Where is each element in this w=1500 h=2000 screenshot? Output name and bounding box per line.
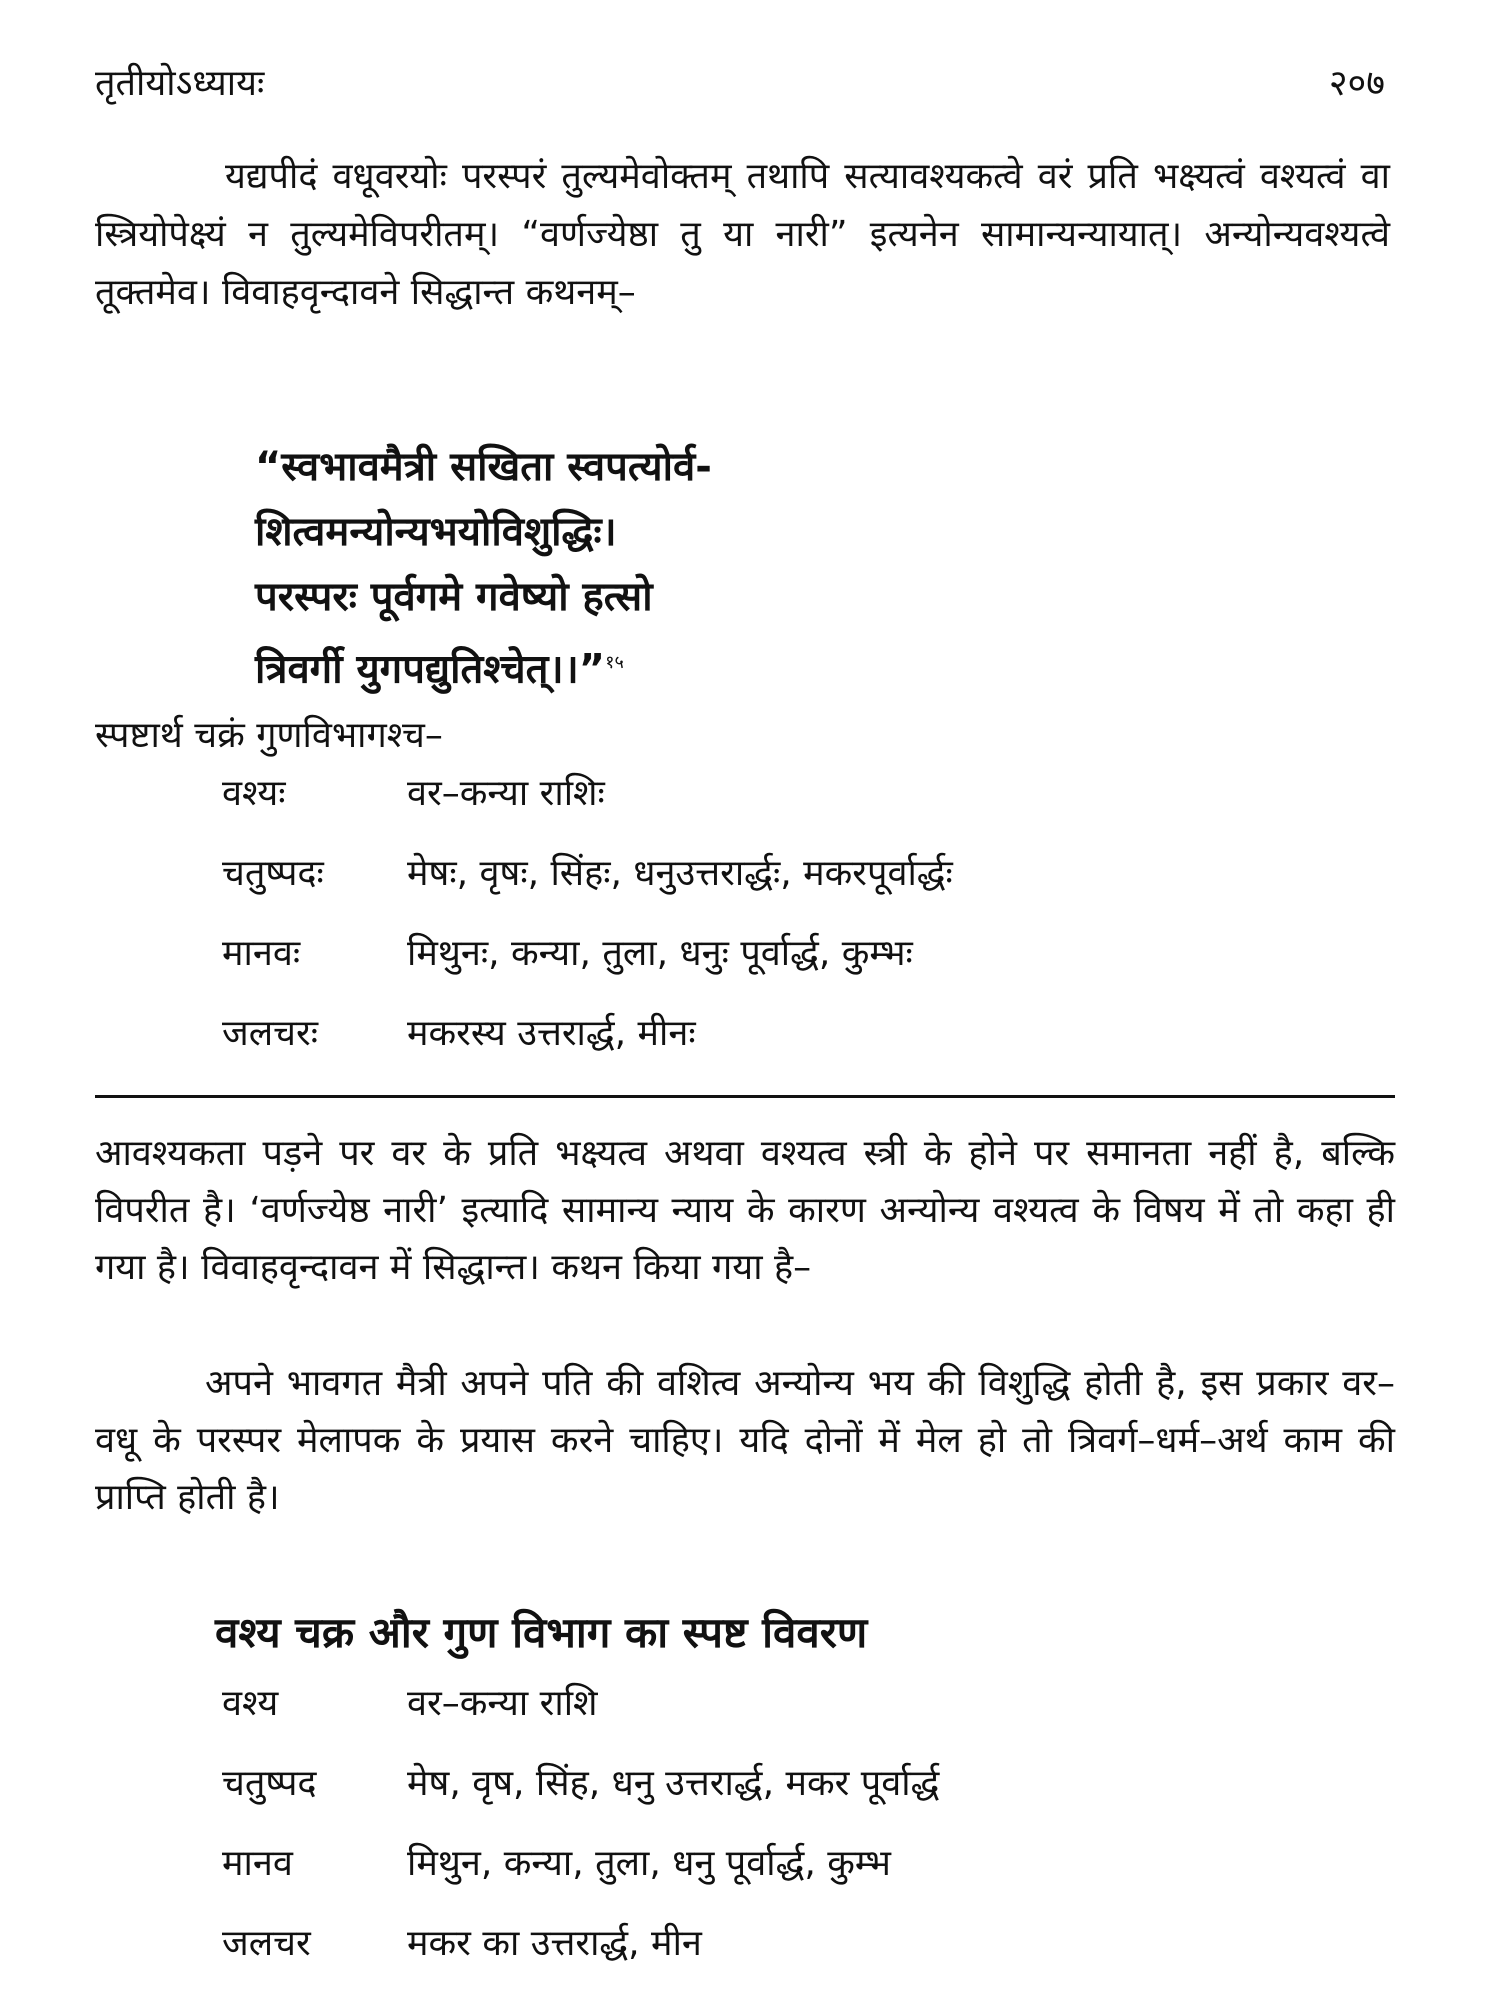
verse-block <box>255 435 1055 702</box>
hindi-paragraph-1: आवश्यकता पड़ने पर वर के प्रति भक्ष्यत्व अथवा वश्यत्व स्त्री के होने पर समानता नहीं है, बल्कि विपरीत है। ‘वर्णज्येष्ठ नारी’ इत्यादि सामान्य न्याय के कारण अन्योन्य वश्यत्व के विषय में तो कहा ही गया है। विवाहवृन्दावन में सिद्धान्त। कथन किया गया है– <box>95 1133 1395 1288</box>
section-heading: वश्य चक्र और गुण विभाग का स्पष्ट विवरण <box>215 1608 868 1657</box>
vashya-key: वश्य <box>222 1683 279 1724</box>
vashya-table-sanskrit <box>222 770 1322 1090</box>
vashya-row <box>222 1010 1322 1090</box>
vashya-value: मकरस्य उत्तरार्द्ध, मीनः <box>407 1013 696 1054</box>
chart-intro: स्पष्टार्थ चक्रं गुणविभागश्च– <box>95 715 443 756</box>
vashya-value: वर–कन्या राशि <box>407 1683 598 1724</box>
vashya-key: चतुष्पदः <box>222 853 324 894</box>
vashya-row <box>222 1840 1322 1920</box>
vashya-value: मकर का उत्तरार्द्ध, मीन <box>407 1923 702 1964</box>
vashya-row <box>222 850 1322 930</box>
vashya-row <box>222 1920 1322 2000</box>
verse-line-4-text: त्रिवर्गी युगपद्युतिश्चेत्।।” <box>255 646 606 693</box>
page-number: २०७ <box>1328 63 1385 104</box>
page-header <box>95 62 1385 122</box>
vashya-value: मेषः, वृषः, सिंहः, धनुउत्तरार्द्धः, मकरपूर्वार्द्धः <box>407 853 953 894</box>
vashya-row <box>222 1680 1322 1760</box>
footnote-divider <box>95 1095 1395 1098</box>
running-head: तृतीयोऽध्यायः <box>95 63 265 104</box>
vashya-key: मानव <box>222 1843 293 1884</box>
vashya-key: जलचर <box>222 1923 311 1964</box>
verse-line-2: शित्वमन्योन्यभयोविशुद्धिः। <box>255 509 617 555</box>
sanskrit-paragraph: यद्यपीदं वधूवरयोः परस्परं तुल्यमेवोक्तम् तथापि सत्यावश्यकत्वे वरं प्रति भक्ष्यत्वं वश्यत्वं वा स्त्रियोपेक्ष्यं न तुल्यमेविपरीतम्। “वर्णज्येष्ठा तु या नारी” इत्यनेन सामान्यन्यायात्। अन्योन्यवश्यत्वे तूक्तमेव। विवाहवृन्दावने सिद्धान्त कथनम्– <box>95 156 1390 313</box>
vashya-table-hindi <box>222 1680 1322 2000</box>
verse-line-1: “स्वभावमैत्री सखिता स्वपत्योर्व- <box>255 444 712 490</box>
vashya-row <box>222 770 1322 850</box>
verse-line-3: परस्परः पूर्वगमे गवेष्यो हत्सो <box>255 574 653 620</box>
verse-reference: १५ <box>605 652 624 673</box>
vashya-key: चतुष्पद <box>222 1763 317 1804</box>
verse-line-4 <box>255 630 1055 702</box>
vashya-value: मिथुनः, कन्या, तुला, धनुः पूर्वार्द्ध, कुम्भः <box>407 933 913 974</box>
vashya-row <box>222 930 1322 1010</box>
vashya-row <box>222 1760 1322 1840</box>
vashya-value: वर–कन्या राशिः <box>407 773 605 814</box>
vashya-value: मिथुन, कन्या, तुला, धनु पूर्वार्द्ध, कुम्भ <box>407 1843 891 1884</box>
vashya-key: जलचरः <box>222 1013 318 1054</box>
vashya-key: मानवः <box>222 933 301 974</box>
hindi-paragraph-2: अपने भावगत मैत्री अपने पति की वशित्व अन्योन्य भय की विशुद्धि होती है, इस प्रकार वर–वधू के परस्पर मेलापक के प्रयास करने चाहिए। यदि दोनों में मेल हो तो त्रिवर्ग–धर्म–अर्थ काम की प्राप्ति होती है। <box>95 1363 1395 1518</box>
vashya-key: वश्यः <box>222 773 286 814</box>
vashya-value: मेष, वृष, सिंह, धनु उत्तरार्द्ध, मकर पूर्वार्द्ध <box>407 1763 940 1804</box>
